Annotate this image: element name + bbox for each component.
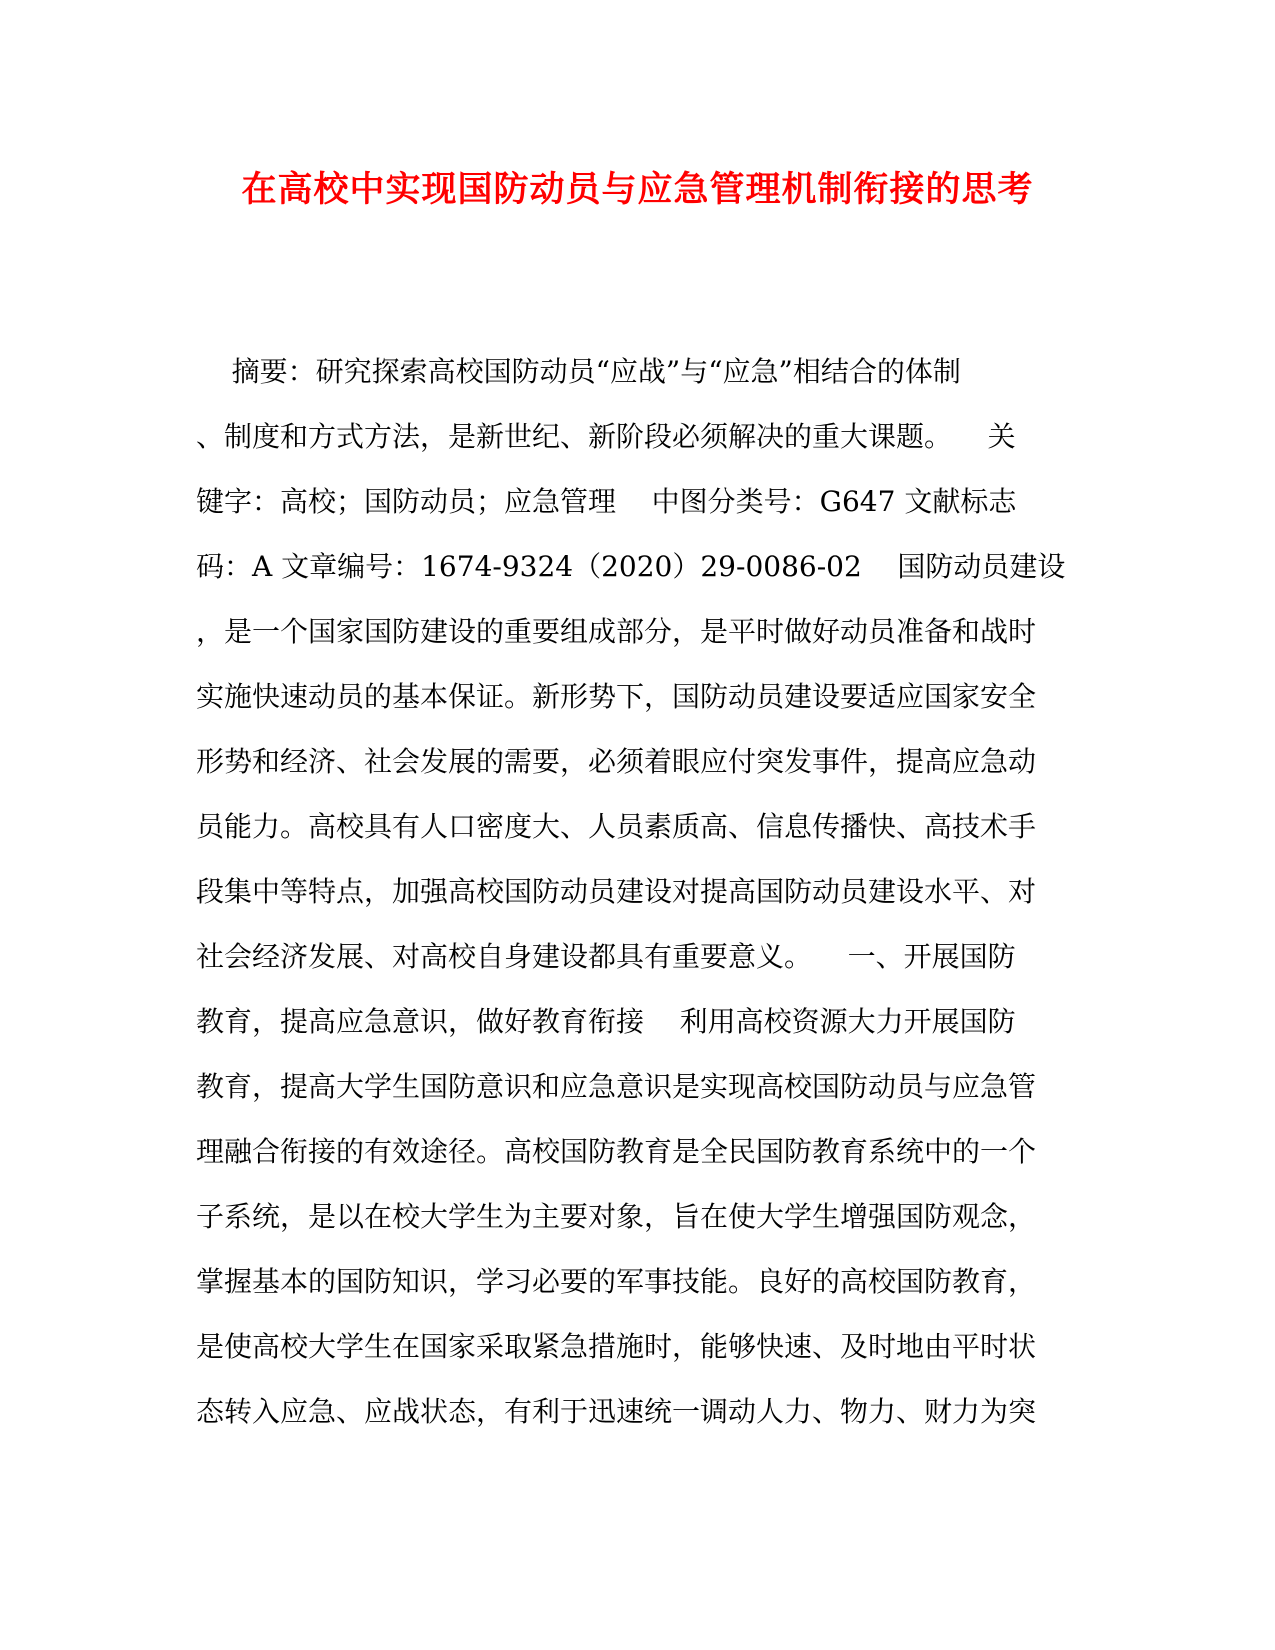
body-line: 键字：高校；国防动员；应急管理 中图分类号：G647 文献标志 (196, 485, 1017, 518)
body-line: 实施快速动员的基本保证。新形势下，国防动员建设要适应国家安全 (196, 680, 1037, 713)
body-line: 码：A 文章编号：1674-9324（2020）29-0086-02 国防动员建设 (196, 550, 1066, 583)
body-line: 教育，提高大学生国防意识和应急意识是实现高校国防动员与应急管 (196, 1070, 1037, 1103)
body-line: 掌握基本的国防知识，学习必要的军事技能。良好的高校国防教育， (196, 1265, 1037, 1298)
body-line: 摘要：研究探索高校国防动员“应战”与“应急”相结合的体制 (196, 355, 961, 388)
document-title: 在高校中实现国防动员与应急管理机制衔接的思考 (241, 169, 1034, 210)
body-line: 理融合衔接的有效途径。高校国防教育是全民国防教育系统中的一个 (196, 1135, 1037, 1168)
document-body (196, 352, 1076, 1457)
body-line: 段集中等特点，加强高校国防动员建设对提高国防动员建设水平、对 (196, 875, 1037, 908)
body-line: 员能力。高校具有人口密度大、人员素质高、信息传播快、高技术手 (196, 810, 1037, 843)
body-line: 态转入应急、应战状态，有利于迅速统一调动人力、物力、财力为突 (196, 1395, 1037, 1428)
body-line: ，是一个国家国防建设的重要组成部分，是平时做好动员准备和战时 (196, 615, 1037, 648)
body-line: 形势和经济、社会发展的需要，必须着眼应付突发事件，提高应急动 (196, 745, 1037, 778)
body-line: 社会经济发展、对高校自身建设都具有重要意义。 一、开展国防 (196, 940, 1016, 973)
body-line: 子系统，是以在校大学生为主要对象，旨在使大学生增强国防观念， (196, 1200, 1037, 1233)
body-line: 、制度和方式方法，是新世纪、新阶段必须解决的重大课题。 关 (196, 420, 1016, 453)
body-line: 教育，提高应急意识，做好教育衔接 利用高校资源大力开展国防 (196, 1005, 1016, 1038)
body-line: 是使高校大学生在国家采取紧急措施时，能够快速、及时地由平时状 (196, 1330, 1037, 1363)
